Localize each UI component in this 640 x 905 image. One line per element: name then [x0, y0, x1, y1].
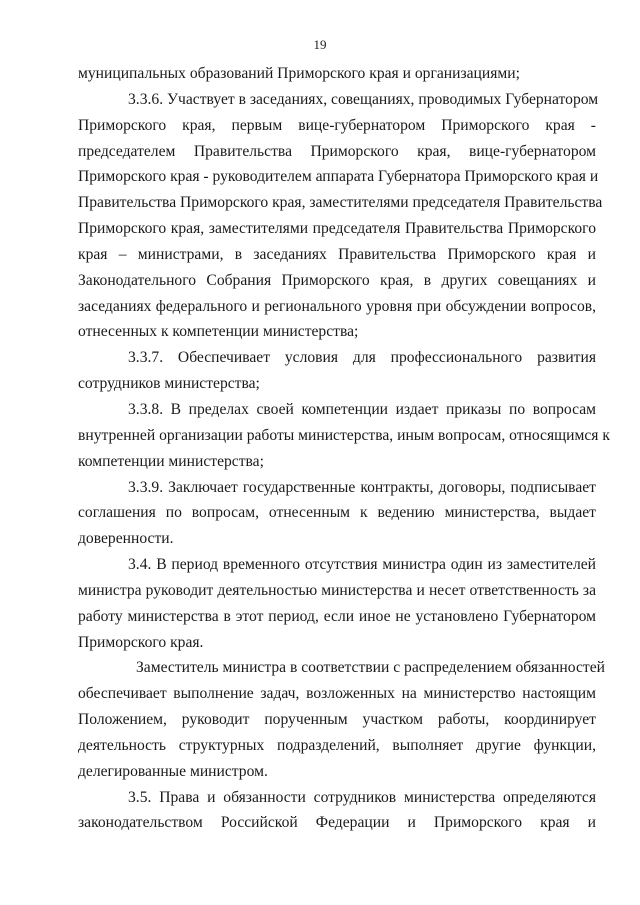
paragraph-3-3-9: [78, 475, 596, 553]
text-line: компетенции министерства;: [78, 452, 264, 470]
text-line: отнесенных к компетенции министерства;: [78, 323, 359, 341]
text-line: 3.3.7. Обеспечивает условия для профессионального развития: [128, 349, 596, 367]
document-body: [78, 61, 610, 836]
text-line: законодательством Российской Федерации и Приморского края и: [78, 814, 596, 832]
text-line: министра руководит деятельностью министерства и несет ответственность за: [78, 581, 596, 599]
text-line: Положением, руководит порученным участком работы, координирует: [78, 711, 596, 729]
text-line: Приморского края - руководителем аппарата Губернатора Приморского края и: [78, 168, 599, 186]
text-line: сотрудников министерства;: [78, 375, 260, 393]
text-line: делегированные министром.: [78, 762, 268, 780]
paragraph-3-3-8: [78, 397, 610, 475]
text-line: заседаниях федерального и регионального уровня при обсуждении вопросов,: [78, 297, 596, 315]
paragraph-3-4: [78, 552, 596, 655]
page-number: 19: [313, 37, 327, 52]
paragraph-deputy-minister: [78, 655, 605, 784]
text-line: внутренней организации работы министерства, иным вопросам, относящимся к: [78, 426, 610, 444]
text-line: обеспечивает выполнение задач, возложенных на министерство настоящим: [78, 685, 596, 703]
text-line: муниципальных образований Приморского края и организациями;: [78, 65, 520, 82]
text-line: Заместитель министра в соответствии с распределением обязанностей: [136, 659, 605, 677]
text-line: соглашения по вопросам, отнесенным к ведению министерства, выдает: [78, 504, 596, 522]
text-line: края – министрами, в заседаниях Правительства Приморского края и: [78, 245, 596, 263]
text-line: 3.4. В период временного отсутствия министра один из заместителей: [128, 556, 596, 574]
text-line: председателем Правительства Приморского края, вице-губернатором: [78, 142, 596, 160]
text-line: 3.3.9. Заключает государственные контракты, договоры, подписывает: [128, 478, 596, 496]
paragraph-3-3-7: [78, 345, 596, 397]
text-line: Законодательного Собрания Приморского края, в других совещаниях и: [78, 271, 596, 289]
paragraph-3-3-6: [78, 87, 603, 345]
paragraph-3-3-5-continuation: [78, 61, 596, 87]
text-line: доверенности.: [78, 530, 174, 548]
text-line: деятельность структурных подразделений, выполняет другие функции,: [78, 736, 596, 754]
text-line: Правительства Приморского края, заместителями председателя Правительства: [78, 194, 603, 212]
text-line: работу министерства в этот период, если иное не установлено Губернатором: [78, 607, 596, 625]
text-line: Приморского края, первым вице-губернатором Приморского края -: [78, 116, 596, 134]
text-line: Приморского края.: [78, 633, 204, 651]
text-line: Приморского края, заместителями председателя Правительства Приморского: [78, 220, 596, 238]
text-line: 3.5. Права и обязанности сотрудников министерства определяются: [128, 788, 596, 806]
text-line: 3.3.8. В пределах своей компетенции издает приказы по вопросам: [128, 400, 596, 418]
text-line: 3.3.6. Участвует в заседаниях, совещаниях, проводимых Губернатором: [128, 90, 599, 108]
paragraph-3-5: [78, 785, 596, 837]
